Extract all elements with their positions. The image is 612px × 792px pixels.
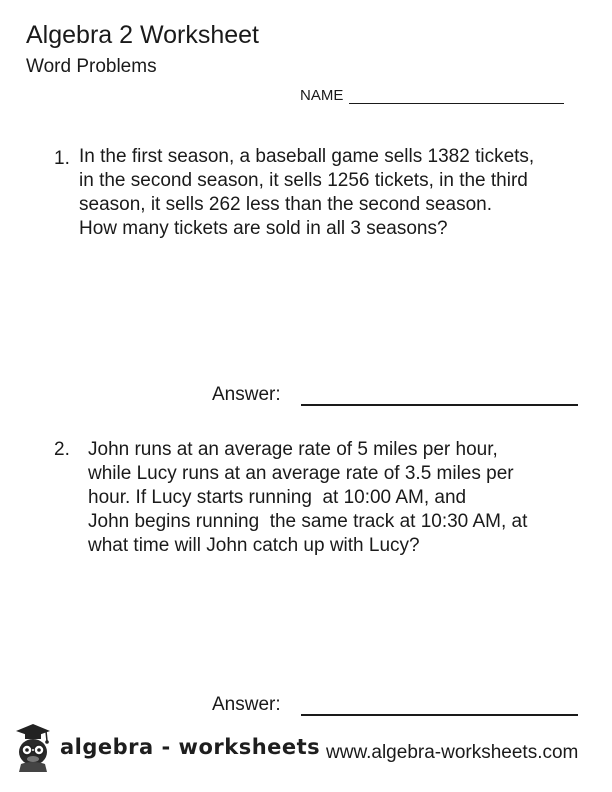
name-field <box>300 86 564 106</box>
question-2-text <box>88 438 588 558</box>
question-1-line: in the second season, it sells 1256 tickets, in the third <box>79 170 528 191</box>
question-2-line: John runs at an average rate of 5 miles per hour, <box>88 439 498 460</box>
name-blank-line <box>349 103 564 104</box>
question-1-text <box>79 145 579 241</box>
question-2-answer-label: Answer: <box>212 694 281 715</box>
question-2-line: hour. If Lucy starts running at 10:00 AM, and <box>88 487 467 508</box>
worksheet-title: Algebra 2 Worksheet <box>26 21 259 49</box>
question-1-number: 1. <box>54 148 70 169</box>
question-1-line: How many tickets are sold in all 3 seasons? <box>79 218 448 239</box>
question-1-line: season, it sells 262 less than the second season. <box>79 194 492 215</box>
website-url: www.algebra-worksheets.com <box>326 742 579 763</box>
question-1-line: In the first season, a baseball game sells 1382 tickets, <box>79 146 535 167</box>
question-2-line: while Lucy runs at an average rate of 3.5 miles per <box>88 463 514 484</box>
brand-logo-text: algebra - worksheets <box>60 735 321 759</box>
graduate-mascot-icon <box>12 722 54 772</box>
question-2-answer-line <box>301 714 578 716</box>
brand-logo <box>12 722 320 772</box>
question-1-answer-line <box>301 404 578 406</box>
question-2-number: 2. <box>54 439 70 460</box>
worksheet-subtitle: Word Problems <box>26 56 157 77</box>
question-2-line: what time will John catch up with Lucy? <box>88 535 420 556</box>
question-1-answer-label: Answer: <box>212 384 281 405</box>
question-2-line: John begins running the same track at 10:30 AM, at <box>88 511 528 532</box>
name-label: NAME <box>300 87 344 104</box>
